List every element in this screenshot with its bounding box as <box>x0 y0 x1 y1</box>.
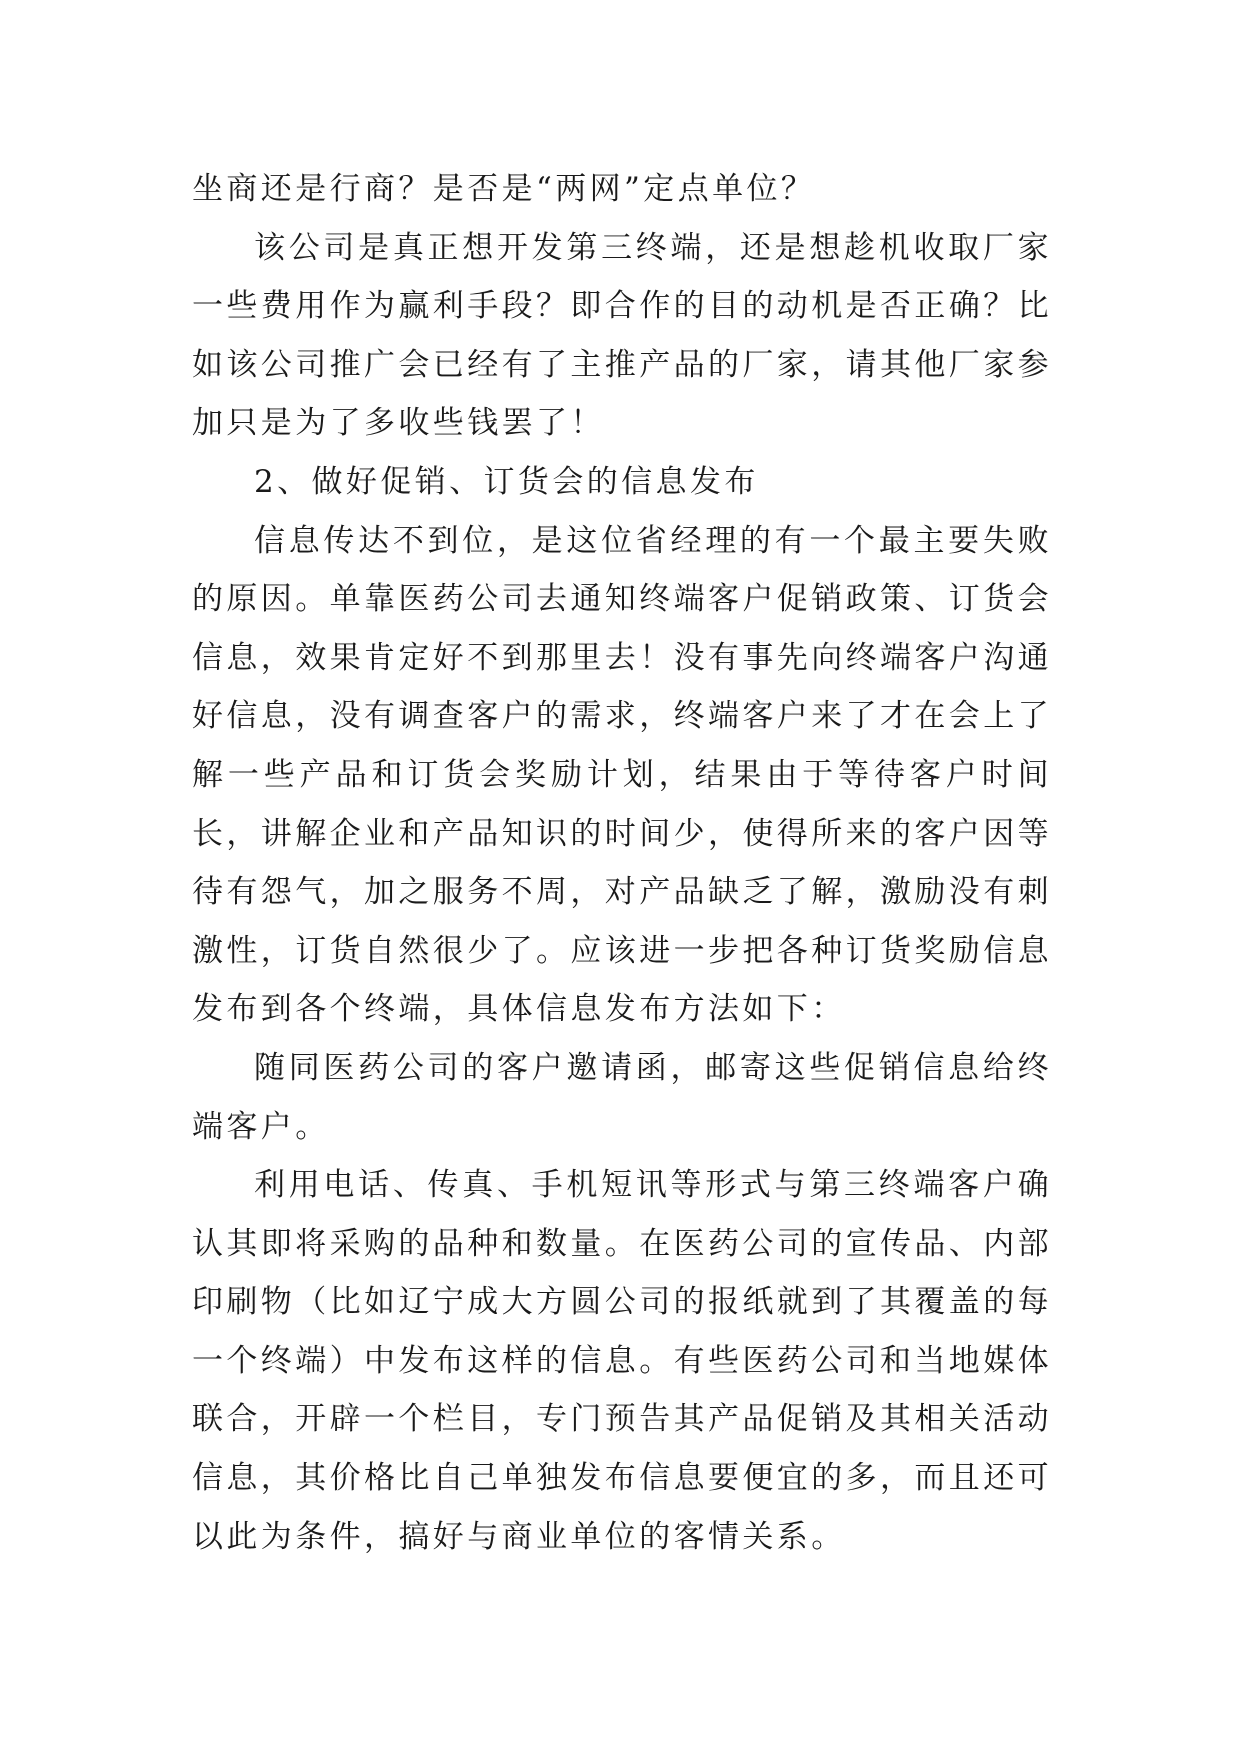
paragraph-invitation-mail: 随同医药公司的客户邀请函，邮寄这些促销信息给终端客户。 <box>192 1049 1052 1145</box>
paragraph-continuation: 坐商还是行商？是否是“两网”定点单位？ <box>192 171 816 207</box>
document-body <box>192 160 1052 1566</box>
paragraph-phone-fax-media: 利用电话、传真、手机短讯等形式与第三终端客户确认其即将采购的品种和数量。在医药公司的宣传品、内部印刷物（比如辽宁成大方圆公司的报纸就到了其覆盖的每一个终端）中发布这样的信息。有些医药公司和当地媒体联合，开辟一个栏目，专门预告其产品促销及其相关活动信息，其价格比自己单独发布信息要便宜的多，而且还可以此为条件，搞好与商业单位的客情关系。 <box>192 1167 1052 1555</box>
section-heading-info-release: 2、做好促销、订货会的信息发布 <box>254 463 759 500</box>
paragraph-partner-motive: 该公司是真正想开发第三终端，还是想趁机收取厂家一些费用作为赢利手段？即合作的目的动机是否正确？比如该公司推广会已经有了主推产品的厂家，请其他厂家参加只是为了多收些钱罢了！ <box>192 229 1052 442</box>
paragraph-failure-reason: 信息传达不到位，是这位省经理的有一个最主要失败的原因。单靠医药公司去通知终端客户促销政策、订货会信息，效果肯定好不到那里去！没有事先向终端客户沟通好信息，没有调查客户的需求，终端客户来了才在会上了解一些产品和订货会奖励计划，结果由于等待客户时间长，讲解企业和产品知识的时间少，使得所来的客户因等待有怨气，加之服务不周，对产品缺乏了解，激励没有刺激性，订货自然很少了。应该进一步把各种订货奖励信息发布到各个终端，具体信息发布方法如下： <box>192 522 1052 1028</box>
